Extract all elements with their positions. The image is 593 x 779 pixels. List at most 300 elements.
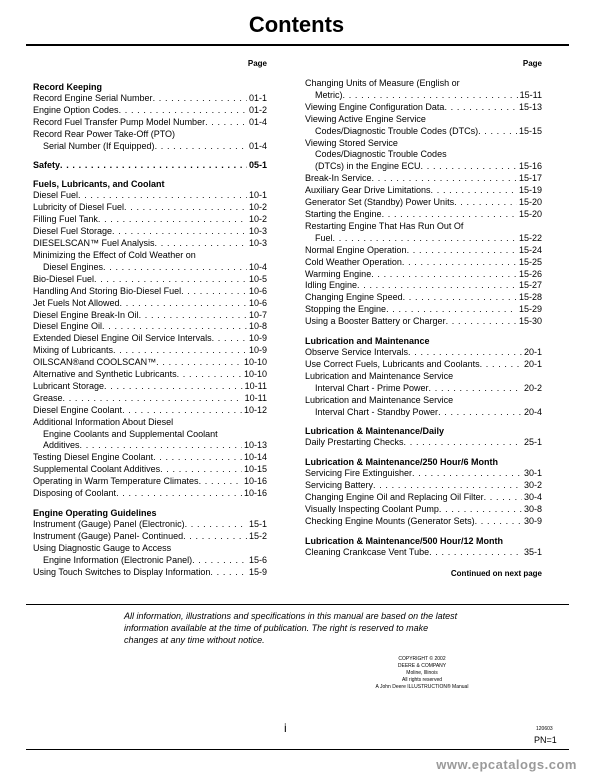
toc-entry-text: Bio-Diesel Fuel [33, 273, 95, 284]
toc-page-ref: 10-13 [243, 440, 267, 451]
toc-entry-text: Record Engine Serial Number [33, 93, 153, 103]
leader-dots [94, 274, 247, 286]
toc-section [33, 507, 267, 579]
leader-dots [343, 90, 518, 102]
toc-entry[interactable] [33, 405, 267, 417]
toc-entry-text: Filling Fuel Tank [33, 214, 98, 225]
toc-entry[interactable] [305, 316, 542, 328]
toc-entry-text: Testing Diesel Engine Coolant [33, 452, 154, 463]
toc-page-ref: 30-1 [523, 468, 542, 479]
toc-page-ref: 15-13 [518, 101, 542, 112]
toc-entry[interactable] [33, 452, 267, 464]
leader-dots [407, 245, 517, 257]
toc-entry-text: Normal Engine Operation [305, 244, 407, 255]
toc-entry-text: Engine Coolants and Supplemental Coolant [43, 428, 218, 439]
toc-entry[interactable] [305, 280, 542, 292]
leader-dots [373, 480, 522, 492]
leader-dots [386, 304, 517, 316]
leader-dots [80, 440, 242, 452]
toc-entry[interactable] [305, 437, 542, 449]
toc-entry[interactable] [33, 250, 267, 262]
toc-entry[interactable] [33, 555, 267, 567]
toc-page-ref: 20-1 [523, 347, 542, 358]
toc-entry[interactable] [305, 149, 542, 161]
toc-entry[interactable] [305, 304, 542, 316]
toc-page-ref: 15-6 [248, 554, 267, 565]
toc-entry[interactable] [305, 245, 542, 257]
toc-entry-text: Extended Diesel Engine Oil Service Intervals [33, 333, 212, 344]
toc-entry-text: Handling And Storing Bio-Diesel Fuel [33, 285, 182, 296]
toc-entry-text: DIESELSCAN™ Fuel Analysis [33, 238, 155, 249]
section-title-text: Lubrication and Maintenance [305, 336, 430, 347]
toc-page-ref: 15-1 [248, 519, 267, 529]
toc-entry[interactable] [33, 93, 267, 105]
toc-page-ref: 15-30 [518, 316, 542, 327]
toc-entry-text: Using Diagnostic Gauge to Access [33, 542, 172, 553]
section-title[interactable] [33, 160, 267, 172]
toc-page-ref: 15-25 [518, 256, 542, 267]
toc-entry-text: Restarting Engine That Has Run Out Of [305, 220, 464, 231]
toc-page-ref: 20-4 [523, 406, 542, 417]
toc-page-ref: 15-16 [518, 161, 542, 172]
toc-entry-text: Checking Engine Mounts (Generator Sets) [305, 516, 475, 526]
toc-entry[interactable] [33, 238, 267, 250]
copyright-line: A John Deere ILLUSTRUCTION® Manual [375, 684, 469, 690]
toc-entry[interactable] [33, 105, 267, 117]
toc-entry[interactable] [33, 519, 267, 531]
toc-section [305, 456, 542, 528]
toc-page-ref: 10-16 [243, 476, 267, 487]
copyright-line: DEERE & COMPANY [397, 663, 447, 669]
leader-dots [402, 257, 517, 269]
toc-entry[interactable] [33, 417, 267, 429]
toc-entry[interactable] [33, 429, 267, 441]
section-page-ref: 05-1 [248, 159, 267, 170]
toc-page-ref: 10-15 [243, 464, 267, 475]
document-code: 120603 [536, 726, 553, 732]
toc-entry-text: Supplemental Coolant Additives [33, 464, 161, 475]
toc-entry-text: Diesel Fuel [33, 190, 79, 201]
toc-entry-text: (DTCs) in the Engine ECU [315, 161, 421, 172]
toc-entry[interactable] [33, 393, 267, 405]
toc-page-ref: 15-29 [518, 304, 542, 315]
toc-entry-text: Generator Set (Standby) Power Units [305, 197, 455, 208]
toc-page-ref: 15-9 [248, 566, 267, 577]
toc-page-ref: 15-19 [518, 185, 542, 196]
toc-entry-text: Use Correct Fuels, Lubricants and Coolants [305, 358, 480, 369]
toc-entry[interactable] [305, 221, 542, 233]
toc-entry[interactable] [33, 476, 267, 488]
toc-entry-text: Viewing Engine Configuration Data [305, 101, 445, 112]
leader-dots [382, 209, 517, 221]
toc-entry[interactable] [305, 547, 542, 559]
leader-dots [429, 383, 522, 395]
toc-section [305, 335, 542, 418]
toc-entry[interactable] [33, 129, 267, 141]
toc-entry[interactable] [305, 504, 542, 516]
toc-entry[interactable] [33, 310, 267, 322]
toc-entry-text: Serial Number (If Equipped) [43, 140, 155, 151]
section-title-text: Lubrication & Maintenance/Daily [305, 426, 445, 437]
toc-page-ref: 10-5 [248, 273, 267, 284]
toc-entry-text: OILSCAN®and COOLSCAN™ [33, 357, 157, 368]
toc-entry[interactable] [33, 298, 267, 310]
toc-entry[interactable] [33, 543, 267, 555]
toc-entry-text: Metric) [315, 89, 343, 100]
toc-entry-text: Diesel Engines [43, 261, 104, 272]
toc-page-ref: 10-3 [248, 238, 267, 249]
toc-entry-text: Viewing Stored Service [305, 137, 398, 148]
leader-dots [116, 488, 242, 500]
toc-section [305, 535, 542, 559]
toc-entry-text: Diesel Engine Coolant [33, 404, 123, 415]
toc-entry[interactable] [305, 468, 542, 480]
leader-dots [177, 369, 242, 381]
toc-entry-text: Stopping the Engine [305, 304, 387, 315]
toc-page-ref: 10-9 [248, 345, 267, 356]
toc-page-ref: 10-3 [248, 226, 267, 237]
toc-section [33, 160, 267, 172]
toc-page-ref: 10-12 [243, 404, 267, 415]
leader-dots [155, 141, 247, 153]
toc-page-ref: 10-16 [243, 488, 267, 499]
toc-page-ref: 15-22 [518, 232, 542, 243]
toc-entry-text: Servicing Battery [305, 480, 374, 491]
toc-entry-text: Observe Service Intervals [305, 347, 409, 358]
toc-entry[interactable] [33, 190, 267, 202]
page-column-header: Page [522, 59, 542, 68]
toc-page-ref: 30-9 [523, 516, 542, 526]
leader-dots [357, 280, 517, 292]
toc-page-ref: 15-28 [518, 292, 542, 303]
toc-page-ref: 01-4 [248, 116, 267, 127]
leader-dots [431, 185, 517, 197]
toc-entry-text: Disposing of Coolant [33, 488, 117, 499]
toc-right-column [305, 58, 542, 578]
page-folio: i [284, 721, 287, 735]
toc-page-ref: 15-26 [518, 268, 542, 279]
toc-entry-text: Interval Chart - Standby Power [315, 406, 439, 417]
toc-entry[interactable] [305, 185, 542, 197]
toc-entry-text: Diesel Engine Break-In Oil [33, 309, 139, 320]
toc-entry[interactable] [305, 138, 542, 150]
toc-entry[interactable] [305, 407, 542, 419]
section-title [305, 456, 542, 468]
toc-page-ref: 25-1 [523, 437, 542, 448]
section-title [33, 81, 267, 93]
toc-page-ref: 30-8 [523, 504, 542, 515]
section-title-text: Engine Operating Guidelines [33, 508, 157, 518]
toc-page-ref: 15-27 [518, 280, 542, 291]
toc-page-ref: 15-20 [518, 208, 542, 219]
toc-entry-text: Additives [43, 440, 80, 451]
toc-page-ref: 10-14 [243, 452, 267, 463]
toc-entry-text: Lubrication and Maintenance Service [305, 370, 454, 381]
leader-dots [139, 310, 247, 322]
toc-entry-text: Grease [33, 392, 63, 403]
toc-entry-text: Starting the Engine [305, 208, 382, 219]
toc-entry-text: Daily Prestarting Checks [305, 437, 404, 448]
leader-dots [429, 547, 522, 559]
leader-dots [412, 468, 522, 480]
section-divider [26, 604, 569, 605]
toc-entry[interactable] [305, 173, 542, 185]
toc-entry-text: Additional Information About Diesel [33, 416, 174, 427]
toc-entry-text: Record Rear Power Take-Off (PTO) [33, 128, 176, 139]
toc-section [33, 178, 267, 500]
toc-entry-text: Alternative and Synthetic Lubricants [33, 369, 177, 380]
toc-entry[interactable] [305, 492, 542, 504]
toc-page-ref: 15-2 [248, 530, 267, 541]
toc-entry[interactable] [305, 347, 542, 359]
toc-section [305, 78, 542, 328]
toc-entry[interactable] [33, 321, 267, 333]
toc-page-ref: 10-4 [248, 261, 267, 272]
section-title [33, 178, 267, 190]
leader-dots [183, 531, 247, 543]
leader-dots [199, 476, 242, 488]
toc-page-ref: 10-1 [248, 190, 267, 201]
toc-page-ref: 10-11 [244, 380, 267, 391]
toc-entry[interactable] [305, 395, 542, 407]
section-title-text: Safety [33, 159, 61, 170]
toc-page-ref: 30-4 [523, 492, 542, 503]
leader-dots [438, 407, 522, 419]
leader-dots [484, 492, 522, 504]
leader-dots [444, 102, 517, 114]
leader-dots [113, 345, 247, 357]
copyright-block [352, 656, 492, 691]
page-title: Contents [248, 12, 345, 37]
toc-entry[interactable] [305, 126, 542, 138]
toc-page-ref: 10-2 [248, 214, 267, 225]
leader-dots [181, 286, 247, 298]
toc-entry[interactable] [305, 78, 542, 90]
toc-entry[interactable] [305, 516, 542, 528]
toc-page-ref: 10-8 [248, 321, 267, 332]
toc-entry[interactable] [305, 102, 542, 114]
leader-dots [120, 298, 247, 310]
leader-dots [104, 381, 243, 393]
toc-page-ref: 10-6 [248, 297, 267, 308]
toc-entry[interactable] [305, 90, 542, 102]
toc-entry[interactable] [33, 345, 267, 357]
leader-dots [156, 357, 242, 369]
toc-page-ref: 10-2 [248, 202, 267, 213]
leader-dots [63, 393, 243, 405]
toc-entry-text: Codes/Diagnostic Trouble Codes [315, 149, 447, 160]
leader-dots [480, 359, 522, 371]
toc-entry[interactable] [305, 209, 542, 221]
leader-dots [78, 190, 247, 202]
leader-dots [119, 105, 247, 117]
toc-page-ref: 15-20 [518, 197, 542, 208]
toc-section [33, 81, 267, 153]
leader-dots [153, 452, 242, 464]
toc-entry-text: Servicing Fire Extinguisher [305, 468, 413, 479]
toc-entry-text: Engine Option Codes [33, 104, 119, 115]
toc-entry-text: Interval Chart - Prime Power [315, 382, 429, 393]
leader-dots [205, 117, 247, 129]
toc-section [305, 425, 542, 449]
toc-left-column [33, 58, 267, 579]
watermark: www.epcatalogs.com [436, 757, 577, 772]
toc-entry[interactable] [305, 383, 542, 395]
leader-dots [160, 464, 242, 476]
leader-dots [475, 516, 522, 528]
leader-dots [446, 316, 517, 328]
toc-page-ref: 15-11 [519, 89, 542, 100]
section-title-text: Lubrication & Maintenance/250 Hour/6 Month [305, 457, 499, 468]
toc-entry[interactable] [33, 531, 267, 543]
section-title-text: Lubrication & Maintenance/500 Hour/12 Month [305, 535, 504, 546]
section-title [33, 507, 267, 519]
leader-dots [60, 160, 247, 172]
toc-entry-text: Cold Weather Operation [305, 256, 402, 267]
leader-dots [185, 519, 247, 531]
toc-entry[interactable] [33, 202, 267, 214]
toc-entry[interactable] [33, 262, 267, 274]
toc-entry-text: Using a Booster Battery or Charger [305, 316, 446, 327]
page-number: PN=1 [534, 735, 557, 745]
section-title-text: Record Keeping [33, 82, 103, 92]
toc-page-ref: 35-1 [523, 546, 542, 557]
toc-entry[interactable] [305, 257, 542, 269]
toc-entry-text: Changing Units of Measure (English or [305, 78, 460, 88]
leader-dots [371, 269, 517, 281]
copyright-line: COPYRIGHT © 2002 [398, 656, 446, 662]
toc-entry-text: Mixing of Lubricants [33, 345, 114, 356]
toc-page-ref: 10-10 [243, 357, 267, 368]
toc-page-ref: 20-2 [523, 382, 542, 393]
toc-entry[interactable] [305, 480, 542, 492]
toc-page-ref: 01-4 [248, 140, 267, 151]
leader-dots [212, 333, 247, 345]
toc-entry-text: Engine Information (Electronic Panel) [43, 554, 193, 565]
toc-entry-text: Changing Engine Speed [305, 292, 403, 303]
toc-entry[interactable] [33, 117, 267, 129]
toc-entry[interactable] [33, 141, 267, 153]
leader-dots [478, 126, 517, 138]
toc-entry-text: Auxiliary Gear Drive Limitations [305, 185, 431, 196]
top-rule [26, 44, 569, 46]
leader-dots [155, 238, 247, 250]
toc-page-ref: 01-1 [248, 93, 267, 103]
toc-entry-text: Idling Engine [305, 280, 358, 291]
toc-page-ref: 10-9 [248, 333, 267, 344]
leader-dots [124, 202, 247, 214]
leader-dots [122, 405, 242, 417]
toc-entry-text: Diesel Fuel Storage [33, 226, 113, 237]
toc-entry[interactable] [305, 161, 542, 173]
toc-entry[interactable] [305, 359, 542, 371]
leader-dots [421, 161, 517, 173]
toc-page-ref: 10-11 [244, 392, 267, 403]
toc-entry-text: Codes/Diagnostic Trouble Codes (DTCs) [315, 125, 479, 136]
section-title [305, 425, 542, 437]
toc-entry-text: Diesel Engine Oil [33, 321, 103, 332]
toc-entry-text: Changing Engine Oil and Replacing Oil Filter [305, 492, 484, 503]
toc-entry[interactable] [33, 214, 267, 226]
toc-page-ref: 20-1 [523, 358, 542, 369]
leader-dots [372, 173, 517, 185]
toc-entry-text: Jet Fuels Not Allowed [33, 297, 120, 308]
leader-dots [102, 321, 247, 333]
toc-entry-text: Using Touch Switches to Display Information [33, 566, 211, 577]
leader-dots [403, 292, 517, 304]
toc-page-ref: 10-10 [243, 369, 267, 380]
bottom-rule [26, 749, 569, 750]
toc-entry[interactable] [305, 371, 542, 383]
toc-entry-text: Fuel [315, 232, 333, 243]
toc-page-ref: 30-2 [523, 480, 542, 491]
toc-entry-text: Record Fuel Transfer Pump Model Number [33, 116, 206, 127]
toc-entry[interactable] [305, 233, 542, 245]
section-title [305, 335, 542, 347]
toc-entry[interactable] [305, 197, 542, 209]
toc-page-ref: 10-6 [248, 285, 267, 296]
section-title [305, 535, 542, 547]
toc-entry[interactable] [33, 357, 267, 369]
toc-entry[interactable] [33, 369, 267, 381]
toc-page-ref: 10-7 [248, 309, 267, 320]
disclaimer-text: All information, illustrations and specifications in this manual are based on the latest information available at the time of publication. The right is reserved to make changes at any time without notice. [124, 611, 458, 645]
leader-dots [333, 233, 517, 245]
toc-entry[interactable] [33, 488, 267, 500]
toc-entry[interactable] [305, 292, 542, 304]
toc-entry[interactable] [305, 114, 542, 126]
toc-entry-text: Break-In Service [305, 173, 372, 184]
section-title-text: Fuels, Lubricants, and Coolant [33, 179, 165, 190]
leader-dots [103, 262, 247, 274]
leader-dots [454, 197, 517, 209]
toc-entry-text: Lubricity of Diesel Fuel [33, 202, 125, 213]
toc-page-ref: 15-17 [518, 173, 542, 184]
toc-entry-text: Lubricant Storage [33, 380, 105, 391]
leader-dots [439, 504, 522, 516]
toc-entry-text: Instrument (Gauge) Panel (Electronic) [33, 519, 185, 529]
toc-entry[interactable] [33, 286, 267, 298]
toc-entry[interactable] [305, 269, 542, 281]
toc-entry-text: Lubrication and Maintenance Service [305, 394, 454, 405]
continued-note: Continued on next page [450, 568, 542, 578]
toc-entry-text: Instrument (Gauge) Panel- Continued [33, 530, 184, 541]
toc-entry[interactable] [33, 381, 267, 393]
toc-entry[interactable] [33, 440, 267, 452]
toc-page-ref: 01-2 [248, 104, 267, 115]
toc-entry-text: Operating in Warm Temperature Climates [33, 476, 199, 487]
copyright-line: All rights reserved [401, 677, 442, 683]
toc-entry[interactable] [33, 274, 267, 286]
page-column-header: Page [247, 59, 267, 68]
toc-entry-text: Minimizing the Effect of Cold Weather on [33, 249, 196, 260]
copyright-line: Moline, Illinois [406, 670, 438, 676]
toc-entry[interactable] [33, 567, 267, 579]
toc-page-ref: 15-24 [518, 244, 542, 255]
toc-entry[interactable] [33, 464, 267, 476]
toc-page-ref: 15-15 [518, 125, 542, 136]
toc-entry-text: Cleaning Crankcase Vent Tube [305, 546, 430, 557]
leader-dots [408, 347, 522, 359]
toc-entry[interactable] [33, 333, 267, 345]
leader-dots [153, 93, 247, 105]
toc-entry-text: Warming Engine [305, 268, 372, 279]
toc-entry-text: Viewing Active Engine Service [305, 113, 426, 124]
leader-dots [112, 226, 247, 238]
leader-dots [210, 567, 247, 579]
toc-entry[interactable] [33, 226, 267, 238]
leader-dots [192, 555, 247, 567]
